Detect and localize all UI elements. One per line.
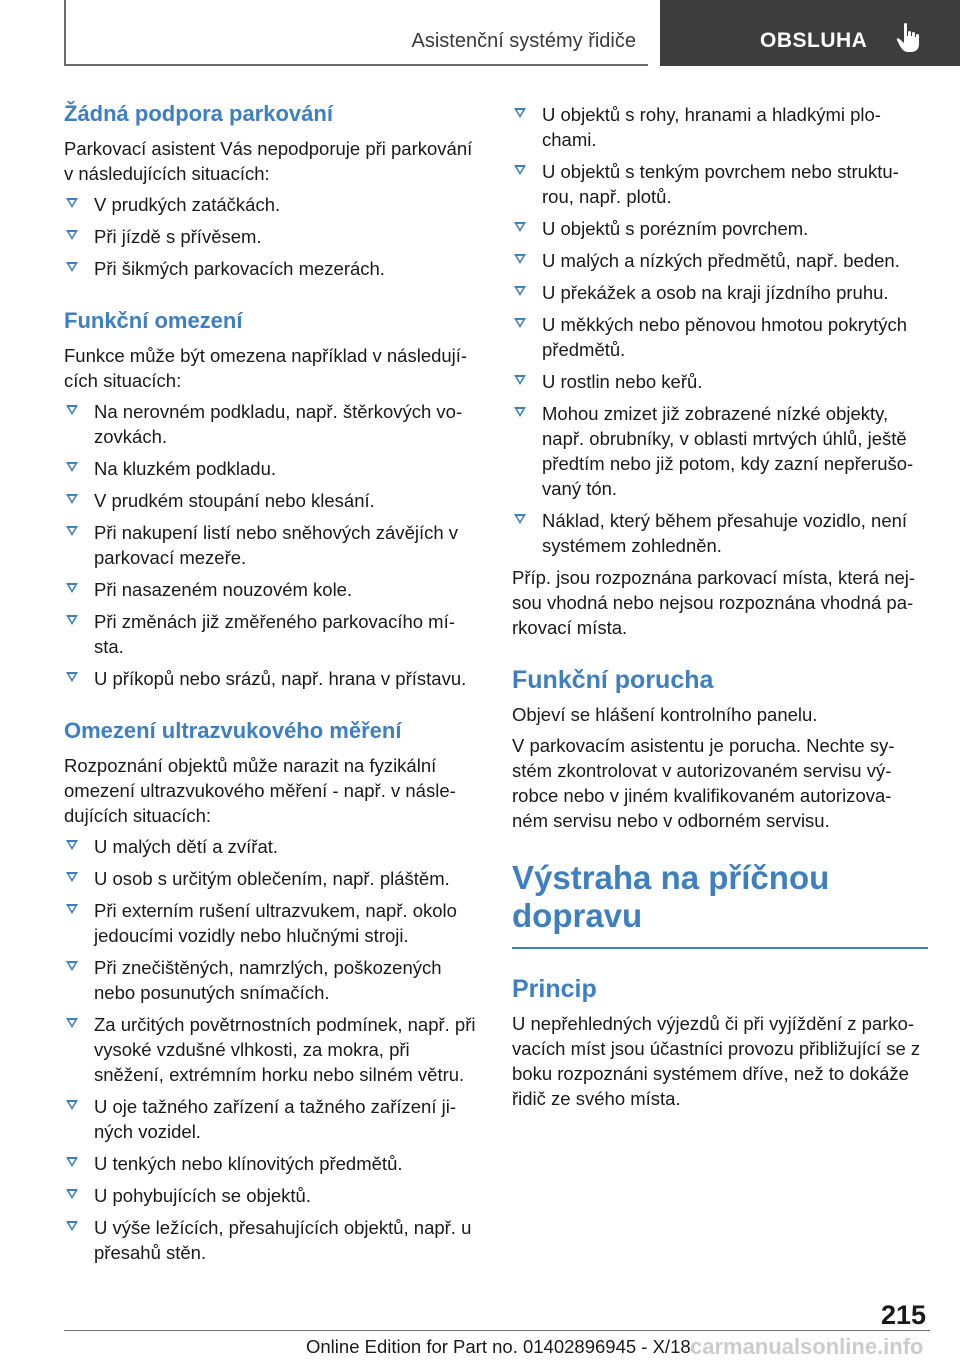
triangle-bullet-icon: [66, 1100, 78, 1110]
list-item: U malých a nízkých předmětů, např. beden.: [512, 248, 928, 273]
list-item: V prudkých zatáčkách.: [64, 192, 480, 217]
triangle-bullet-icon: [66, 462, 78, 472]
bullet-list: [64, 192, 480, 281]
triangle-bullet-icon: [66, 904, 78, 914]
list-item: Při externím rušení ultrazvukem, např. okolo jedoucími vozidly nebo hlučnými stroji.: [64, 898, 480, 948]
list-item: U osob s určitým oblečením, např. pláštěm.: [64, 866, 480, 891]
triangle-bullet-icon: [514, 108, 526, 118]
list-item: U příkopů nebo srázů, např. hrana v přístavu.: [64, 666, 480, 691]
list-item: U oje tažného zařízení a tažného zařízení ji‐ ných vozidel.: [64, 1094, 480, 1144]
triangle-bullet-icon: [66, 583, 78, 593]
hand-pointer-icon: [896, 22, 924, 54]
triangle-bullet-icon: [514, 375, 526, 385]
triangle-bullet-icon: [66, 198, 78, 208]
section-title-function-limits: Funkční omezení: [64, 308, 243, 333]
triangle-bullet-icon: [514, 407, 526, 417]
header-bottom-rule: [64, 64, 648, 66]
section-intro: Funkce může být omezena například v následují‐ cích situacích:: [64, 345, 468, 391]
list-item: Při jízdě s přívěsem.: [64, 224, 480, 249]
triangle-bullet-icon: [514, 222, 526, 232]
list-item: U objektů s tenkým povrchem nebo struktu‐ rou, např. plotů.: [512, 159, 928, 209]
list-item: Při znečištěných, namrzlých, poškozených nebo posunutých snímačích.: [64, 955, 480, 1005]
triangle-bullet-icon: [66, 1221, 78, 1231]
triangle-bullet-icon: [66, 405, 78, 415]
triangle-bullet-icon: [514, 286, 526, 296]
chapter-title-cross-traffic-alert: Výstraha na příčnou dopravu: [512, 859, 830, 934]
list-item: V prudkém stoupání nebo klesání.: [64, 488, 480, 513]
triangle-bullet-icon: [66, 840, 78, 850]
triangle-bullet-icon: [514, 254, 526, 264]
malfunction-message: Objeví se hlášení kontrolního panelu.: [512, 704, 818, 725]
header-chapter-title: Asistenční systémy řidiče: [411, 30, 636, 52]
list-item: U objektů s porézním povrchem.: [512, 216, 928, 241]
list-item: Na nerovném podkladu, např. štěrkových vo‐ zovkách.: [64, 399, 480, 449]
header-tab-label: OBSLUHA: [760, 29, 868, 52]
triangle-bullet-icon: [66, 526, 78, 536]
triangle-bullet-icon: [66, 230, 78, 240]
section-intro: Rozpoznání objektů může narazit na fyzikální omezení ultrazvukového měření - např. v násle‐ dujících situacích:: [64, 755, 456, 826]
right-column: [512, 96, 928, 1117]
triangle-bullet-icon: [66, 1018, 78, 1028]
list-item: Mohou zmizet již zobrazené nízké objekty, např. obrubníky, v oblasti mrtvých úhlů, ještě předtím nebo již potom, kdy zazní nepřerušo‐ vaný tón.: [512, 401, 928, 501]
list-item: U měkkých nebo pěnovou hmotou pokrytých předmětů.: [512, 312, 928, 362]
triangle-bullet-icon: [514, 318, 526, 328]
list-item: Při nakupení listí nebo sněhových závějích v parkovací mezeře.: [64, 520, 480, 570]
list-item: U pohybujících se objektů.: [64, 1183, 480, 1208]
list-item: Při šikmých parkovacích mezerách.: [64, 256, 480, 281]
list-item: U objektů s rohy, hranami a hladkými plo‐ chami.: [512, 102, 928, 152]
list-item: U překážek a osob na kraji jízdního pruhu.: [512, 280, 928, 305]
chapter-title-rule: [512, 947, 928, 949]
list-item: Za určitých povětrnostních podmínek, např. při vysoké vzdušné vlhkosti, za mokra, při sněžení, extrémním horku nebo silném větru.: [64, 1012, 480, 1087]
triangle-bullet-icon: [66, 672, 78, 682]
list-item: U malých dětí a zvířat.: [64, 834, 480, 859]
triangle-bullet-icon: [514, 165, 526, 175]
bullet-list: [64, 399, 480, 691]
left-column: [64, 100, 480, 1272]
triangle-bullet-icon: [514, 514, 526, 524]
bullet-list: [512, 102, 928, 558]
list-item: Při změnách již změřeného parkovacího mí‐ sta.: [64, 609, 480, 659]
list-item: U rostlin nebo keřů.: [512, 369, 928, 394]
triangle-bullet-icon: [66, 1189, 78, 1199]
section-title-malfunction: Funkční porucha: [512, 666, 714, 694]
triangle-bullet-icon: [66, 615, 78, 625]
triangle-bullet-icon: [66, 1157, 78, 1167]
triangle-bullet-icon: [66, 262, 78, 272]
bullet-list: [64, 834, 480, 1265]
section-title-no-parking-support: Žádná podpora parkování: [64, 101, 333, 126]
list-item: Na kluzkém podkladu.: [64, 456, 480, 481]
list-item: U tenkých nebo klínovitých předmětů.: [64, 1151, 480, 1176]
watermark-logo: carmanualsonline.info: [690, 1334, 924, 1359]
principle-text: U nepřehledných výjezdů či při vyjíždění z parko‐ vacích míst jsou účastníci provozu přibližující se z boku rozpoznáni systémem dříve, než to dokáže řidič ze svého místa.: [512, 1013, 921, 1109]
list-item: Náklad, který během přesahuje vozidlo, není systémem zohledněn.: [512, 508, 928, 558]
malfunction-instructions: V parkovacím asistentu je porucha. Nechte sy‐ stém zkontrolovat v autorizovaném servisu vý‐ robce nebo v jiném kvalifikovaném autorizova‐ ném servisu nebo v odborném servisu.: [512, 735, 895, 831]
triangle-bullet-icon: [66, 961, 78, 971]
header-section-tab[interactable]: [660, 0, 960, 66]
triangle-bullet-icon: [66, 494, 78, 504]
section-intro: Parkovací asistent Vás nepodporuje při parkování v následujících situacích:: [64, 138, 473, 184]
list-item: U výše ležících, přesahujících objektů, např. u přesahů stěn.: [64, 1215, 480, 1265]
footer-edition-text: Online Edition for Part no. 01402896945 - X/18: [306, 1336, 691, 1357]
parking-spaces-note: Příp. jsou rozpoznána parkovací místa, která nej‐ sou vhodná nebo nejsou rozpoznána vhodná pa‐ rkovací místa.: [512, 567, 916, 638]
section-title-principle: Princip: [512, 975, 597, 1003]
footer-rule: [64, 1330, 930, 1331]
list-item: Při nasazeném nouzovém kole.: [64, 577, 480, 602]
page-number: 215: [880, 1300, 926, 1330]
section-title-ultrasonic-limits: Omezení ultrazvukového měření: [64, 718, 402, 743]
triangle-bullet-icon: [66, 872, 78, 882]
